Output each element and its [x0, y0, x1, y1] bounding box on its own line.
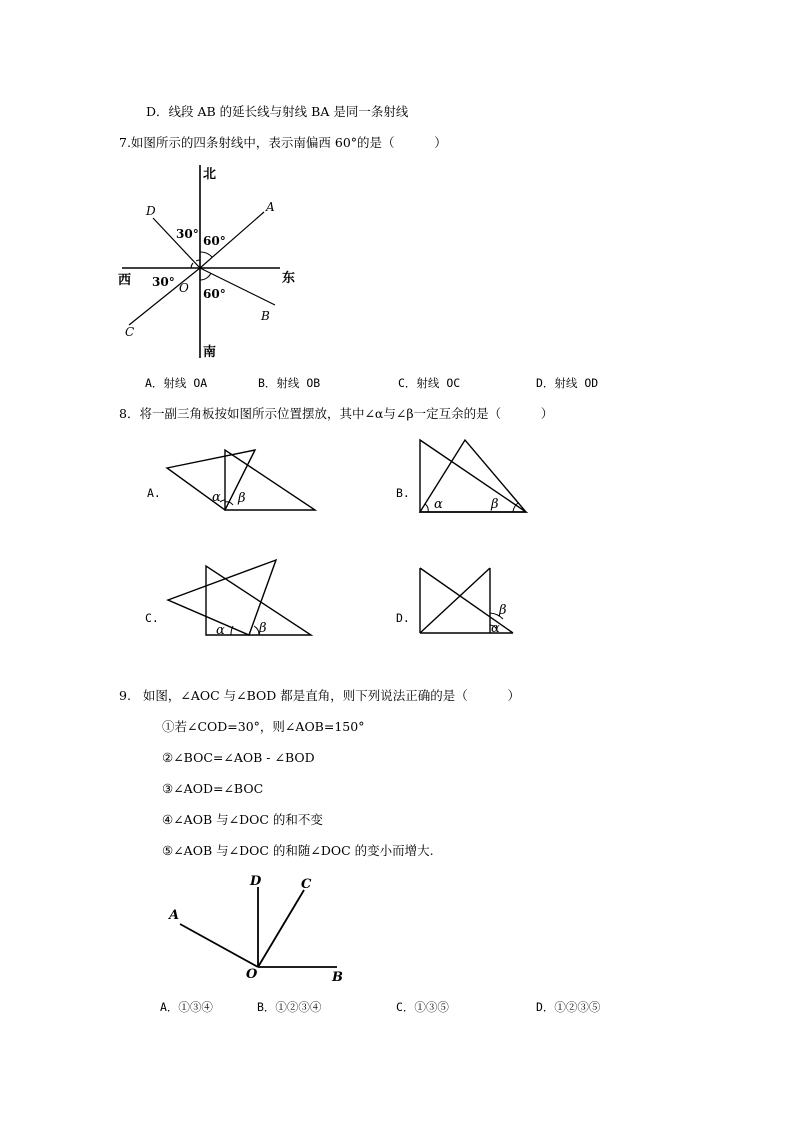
q7-option-b: B．射线 OB: [258, 376, 321, 390]
q8-a-beta: β: [238, 491, 246, 506]
q8-a-alpha: α: [212, 490, 221, 505]
label-west: 西: [118, 273, 132, 288]
label-b: B: [261, 309, 270, 323]
label-a: A: [266, 200, 275, 214]
q9-statement-2: ②∠BOC=∠AOB - ∠BOD: [162, 750, 315, 765]
q9-statement-5: ⑤∠AOB 与∠DOC 的和随∠DOC 的变小而增大.: [162, 843, 434, 858]
q8-c-alpha: α: [216, 623, 225, 638]
ray-oa: [180, 924, 258, 967]
label-north: 北: [203, 167, 217, 182]
q9-option-b: B．①②③④: [257, 1000, 322, 1014]
label-a: A: [169, 908, 180, 923]
angle-label-c: 30°: [152, 275, 175, 289]
ray-oc: [258, 890, 304, 967]
q9-option-a: A．①③④: [160, 1000, 213, 1014]
angle-label-b: 60°: [203, 287, 226, 301]
label-c: C: [301, 877, 312, 892]
q8-c-beta: β: [259, 621, 267, 636]
q9-statement-3: ③∠AOD=∠BOC: [162, 781, 264, 796]
angle-label-d: 30°: [176, 227, 199, 241]
label-d: D: [146, 204, 156, 218]
q9-option-d: D．①②③⑤: [536, 1000, 601, 1014]
label-o: O: [246, 967, 258, 982]
angle-label-a: 60°: [203, 234, 226, 248]
q8-b-beta: β: [491, 497, 499, 512]
q8-option-d-label: D.: [396, 611, 410, 625]
label-south: 南: [203, 345, 217, 360]
label-b: B: [332, 970, 343, 985]
q9-option-c: C．①③⑤: [396, 1000, 449, 1014]
q8-option-b-label: B.: [396, 486, 410, 500]
q8-stem: 8．将一副三角板按如图所示位置摆放，其中∠α与∠β一定互余的是（ ）: [119, 406, 554, 421]
q9-statement-4: ④∠AOB 与∠DOC 的和不变: [162, 812, 323, 827]
q7-option-a: A．射线 OA: [145, 376, 208, 390]
q8-option-a-label: A.: [147, 486, 161, 500]
q6-option-d: D．线段 AB 的延长线与射线 BA 是同一条射线: [146, 104, 409, 119]
label-o: O: [179, 281, 189, 295]
q8-d-beta: β: [499, 603, 507, 618]
q9-stem: 9. 如图，∠AOC 与∠BOD 都是直角，则下列说法正确的是（ ）: [119, 688, 521, 703]
label-c: C: [125, 325, 135, 339]
label-east: 东: [282, 271, 296, 286]
q7-option-c: C．射线 OC: [398, 376, 461, 390]
q8-b-alpha: α: [434, 497, 443, 512]
q7-option-d: D．射线 OD: [536, 376, 599, 390]
q7-stem: 7.如图所示的四条射线中，表示南偏西 60°的是（ ）: [119, 135, 447, 150]
q9-statement-1: ①若∠COD=30°，则∠AOB=150°: [162, 719, 365, 734]
label-d: D: [250, 874, 262, 889]
q8-d-alpha: α: [491, 621, 500, 636]
q8-option-c-label: C.: [145, 611, 159, 625]
